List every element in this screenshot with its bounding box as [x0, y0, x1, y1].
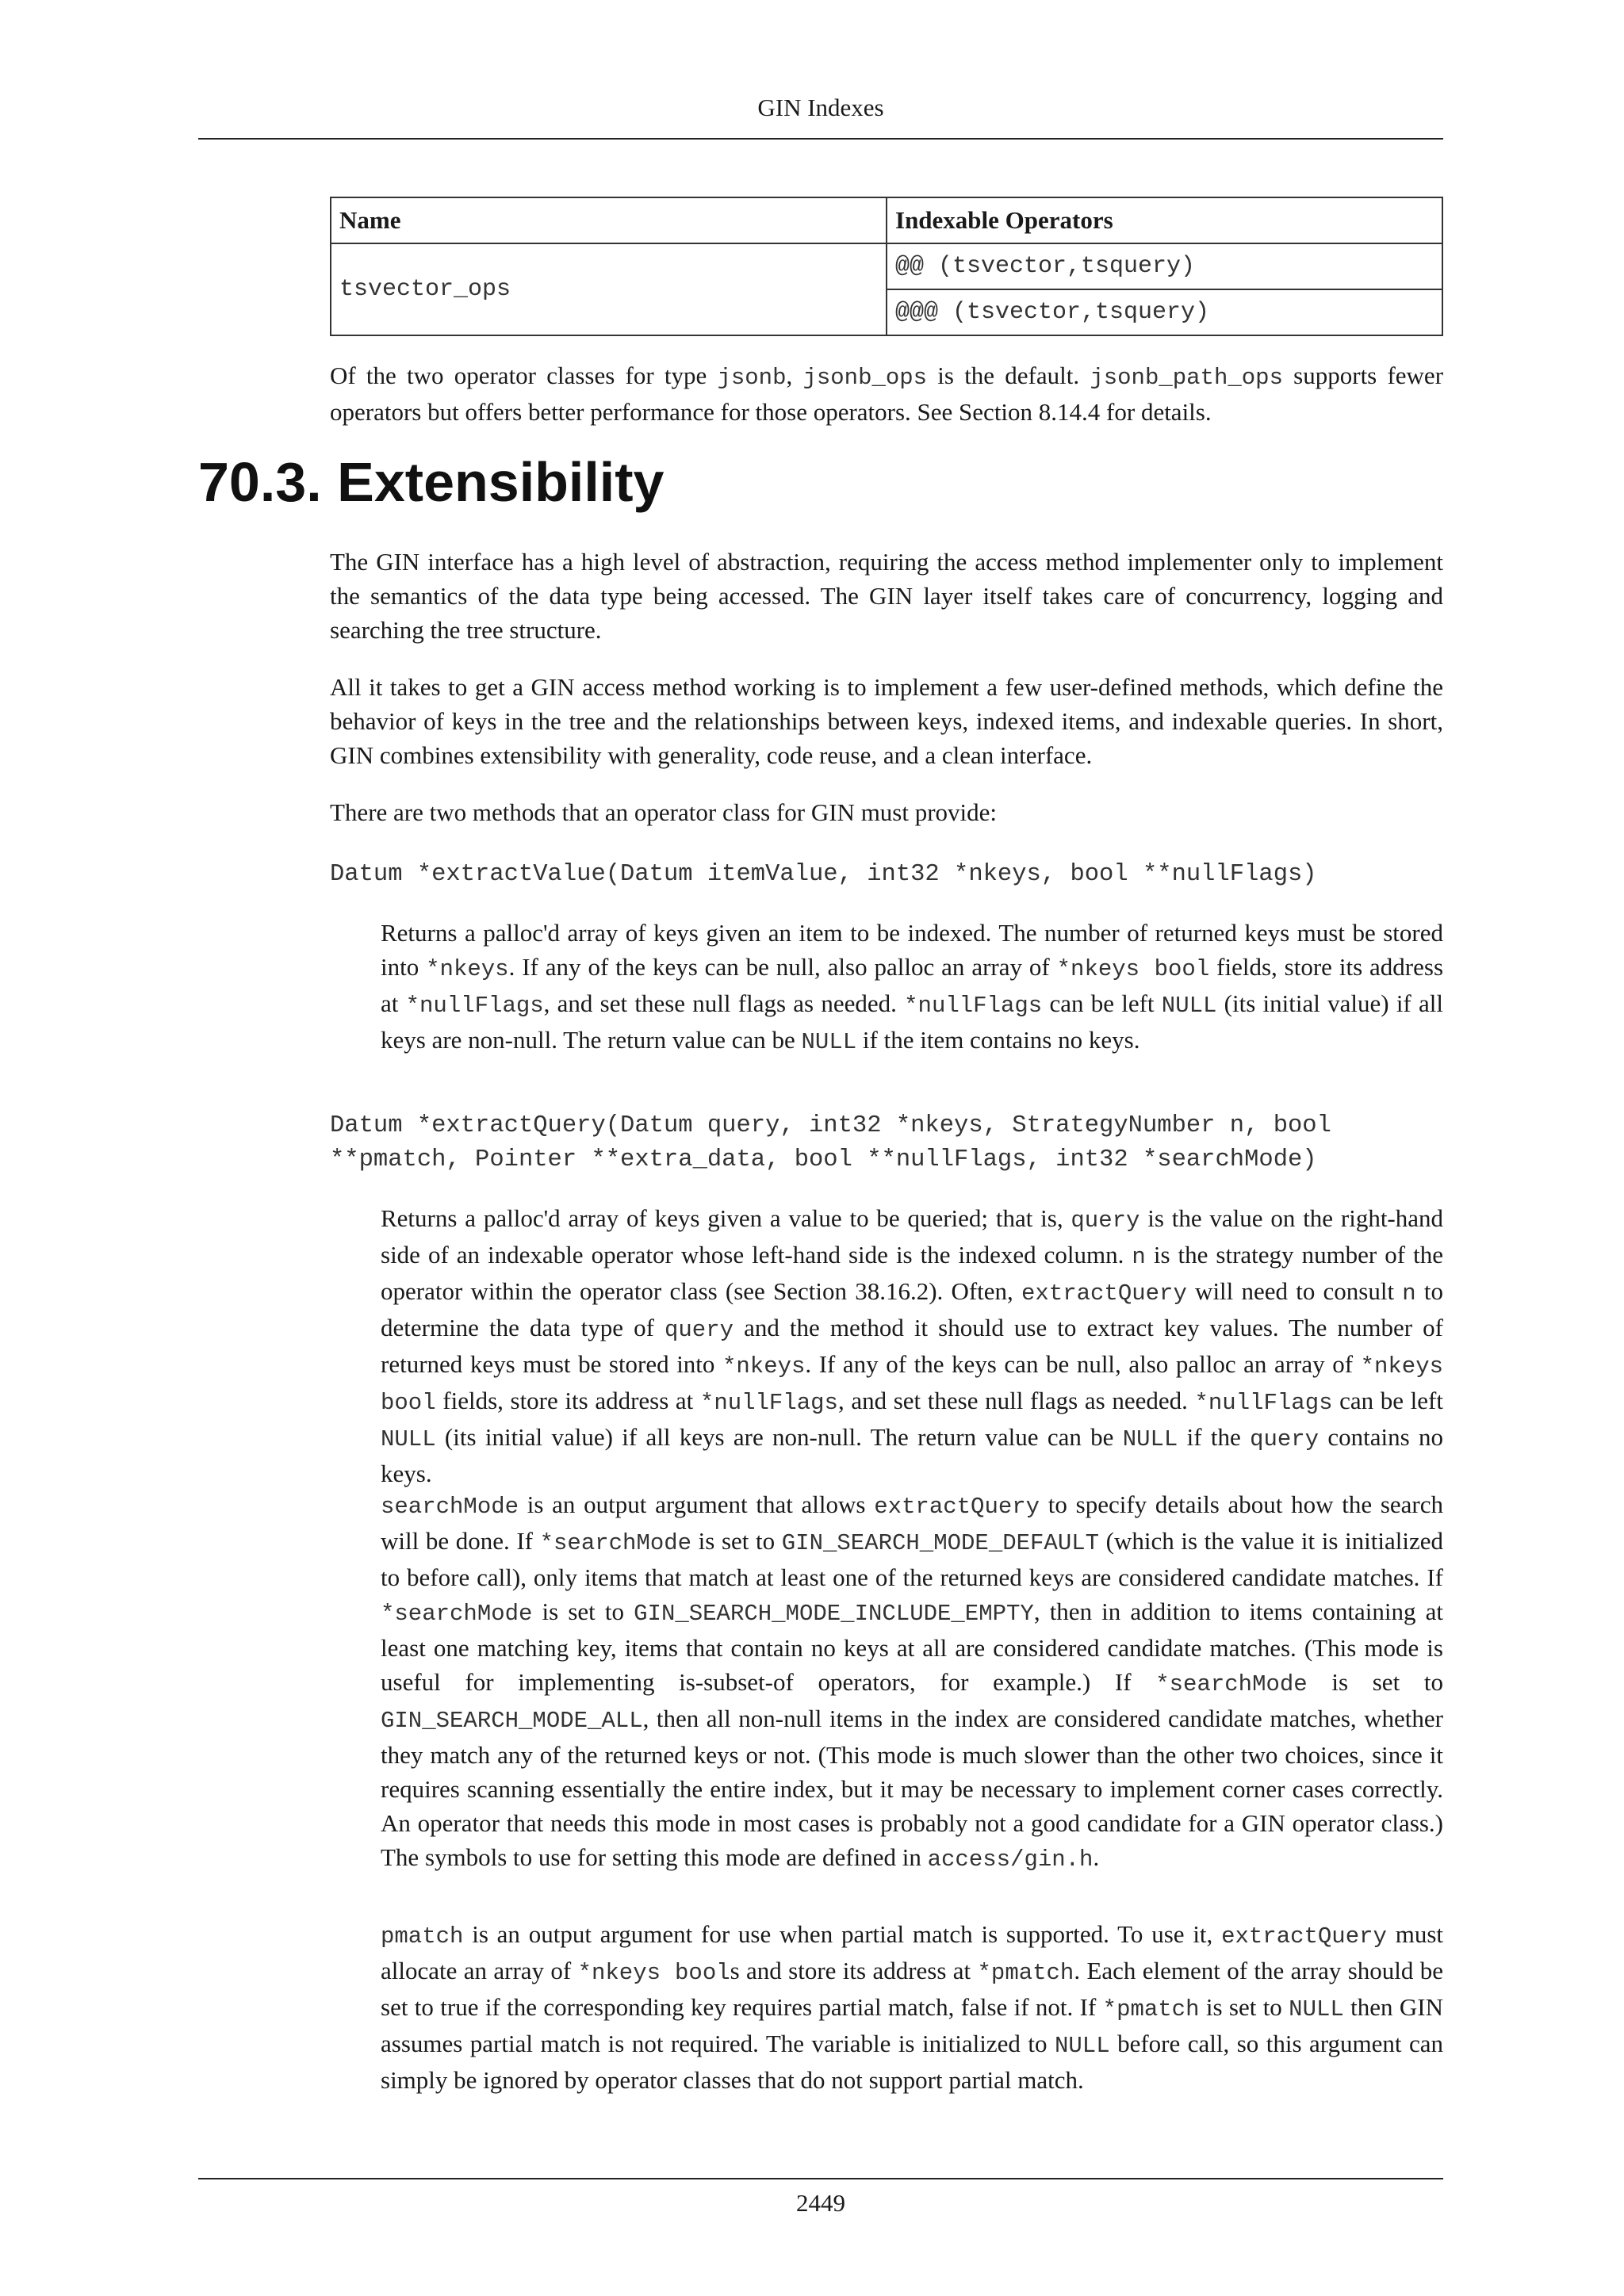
section-heading: 70.3. Extensibility: [198, 451, 665, 513]
intro-paragraph: Of the two operator classes for type jsonb, jsonb_ops is the default. jsonb_path_ops supports fewer operators but offers better performance for those operators. See Section 8.14.4 for details.: [330, 362, 1444, 426]
operator-cell: @@@ (tsvector,tsquery): [887, 289, 1442, 335]
header-rule: [198, 138, 1443, 140]
function-signature-extractquery: Datum *extractQuery(Datum query, int32 *nkeys, StrategyNumber n, bool **pmatch, Pointer **extra_data, bool **nullFlags, int32 *searchMode): [330, 1112, 1331, 1173]
extractvalue-description: Returns a palloc'd array of keys given an item to be indexed. The number of returned keys must be stored into *nkeys. If any of the keys can be null, also palloc an array of *nkeys bool fields, store its address at *nullFlags, and set these null flags as needed. *nullFlags can be left NULL (its initial value) if all keys are non-null. The return value can be NULL if the item contains no keys.: [381, 919, 1444, 1055]
body-paragraph: All it takes to get a GIN access method working is to implement a few user-defined methods, which define the behavior of keys in the tree and the relationships between keys, indexed items, and indexable queries. In short, GIN combines extensibility with generality, code reuse, and a clean interface.: [330, 673, 1443, 769]
operator-table: [330, 197, 1443, 336]
table-header-row: [331, 197, 1442, 243]
body-paragraph: The GIN interface has a high level of abstraction, requiring the access method implementer only to implement the semantics of the data type being accessed. The GIN layer itself takes care of concurrency, logging and searching the tree structure.: [330, 548, 1443, 644]
operator-cell: @@ (tsvector,tsquery): [887, 243, 1442, 289]
table-header-operators: Indexable Operators: [887, 197, 1442, 243]
running-header: GIN Indexes: [757, 94, 884, 121]
function-signature-extractvalue: Datum *extractValue(Datum itemValue, int32 *nkeys, bool **nullFlags): [330, 861, 1317, 888]
footer-rule: [198, 2178, 1443, 2179]
table-row: [331, 243, 1442, 289]
pmatch-description: pmatch is an output argument for use when partial match is supported. To use it, extractQuery must allocate an array of *nkeys bools and store its address at *pmatch. Each element of the array should be set to true if the corresponding key requires partial match, false if not. If *pmatch is set to NULL then GIN assumes partial match is not required. The variable is initialized to NULL before call, so this argument can simply be ignored by operator classes that do not support partial match.: [381, 1920, 1443, 2094]
table-header-name: Name: [331, 197, 887, 243]
searchmode-description: searchMode is an output argument that allows extractQuery to specify details about how the search will be done. If *searchMode is set to GIN_SEARCH_MODE_DEFAULT (which is the value it is initialized to before call), only items that match at least one of the returned keys are considered candidate matches. If *searchMode is set to GIN_SEARCH_MODE_INCLUDE_EMPTY, then in addition to items containing at least one matching key, items that contain no keys at all are considered candidate matches. (This mode is useful for implementing is-subset-of operators, for example.) If *searchMode is set to GIN_SEARCH_MODE_ALL, then all non-null items in the index are considered candidate matches, whether they match any of the returned keys or not. (This mode is much slower than the other two choices, since it requires scanning essentially the entire index, but it may be necessary to implement corner cases correctly. An operator that needs this mode in most cases is probably not a good candidate for a GIN operator class.) The symbols to use for setting this mode are defined in access/gin.h.: [381, 1490, 1444, 1873]
body-paragraph: There are two methods that an operator class for GIN must provide:: [330, 798, 998, 826]
page-number: 2449: [796, 2189, 845, 2217]
opclass-name-cell: tsvector_ops: [331, 243, 887, 335]
extractquery-description: Returns a palloc'd array of keys given a value to be queried; that is, query is the value on the right-hand side of an indexable operator whose left-hand side is the indexed column. n is the strategy number of the operator within the operator class (see Section 38.16.2). Often, extractQuery will need to consult n to determine the data type of query and the method it should use to extract key values. The number of returned keys must be stored into *nkeys. If any of the keys can be null, also palloc an array of *nkeys bool fields, store its address at *nullFlags, and set these null flags as needed. *nullFlags can be left NULL (its initial value) if all keys are non-null. The return value can be NULL if the query contains no keys.: [381, 1204, 1444, 1487]
